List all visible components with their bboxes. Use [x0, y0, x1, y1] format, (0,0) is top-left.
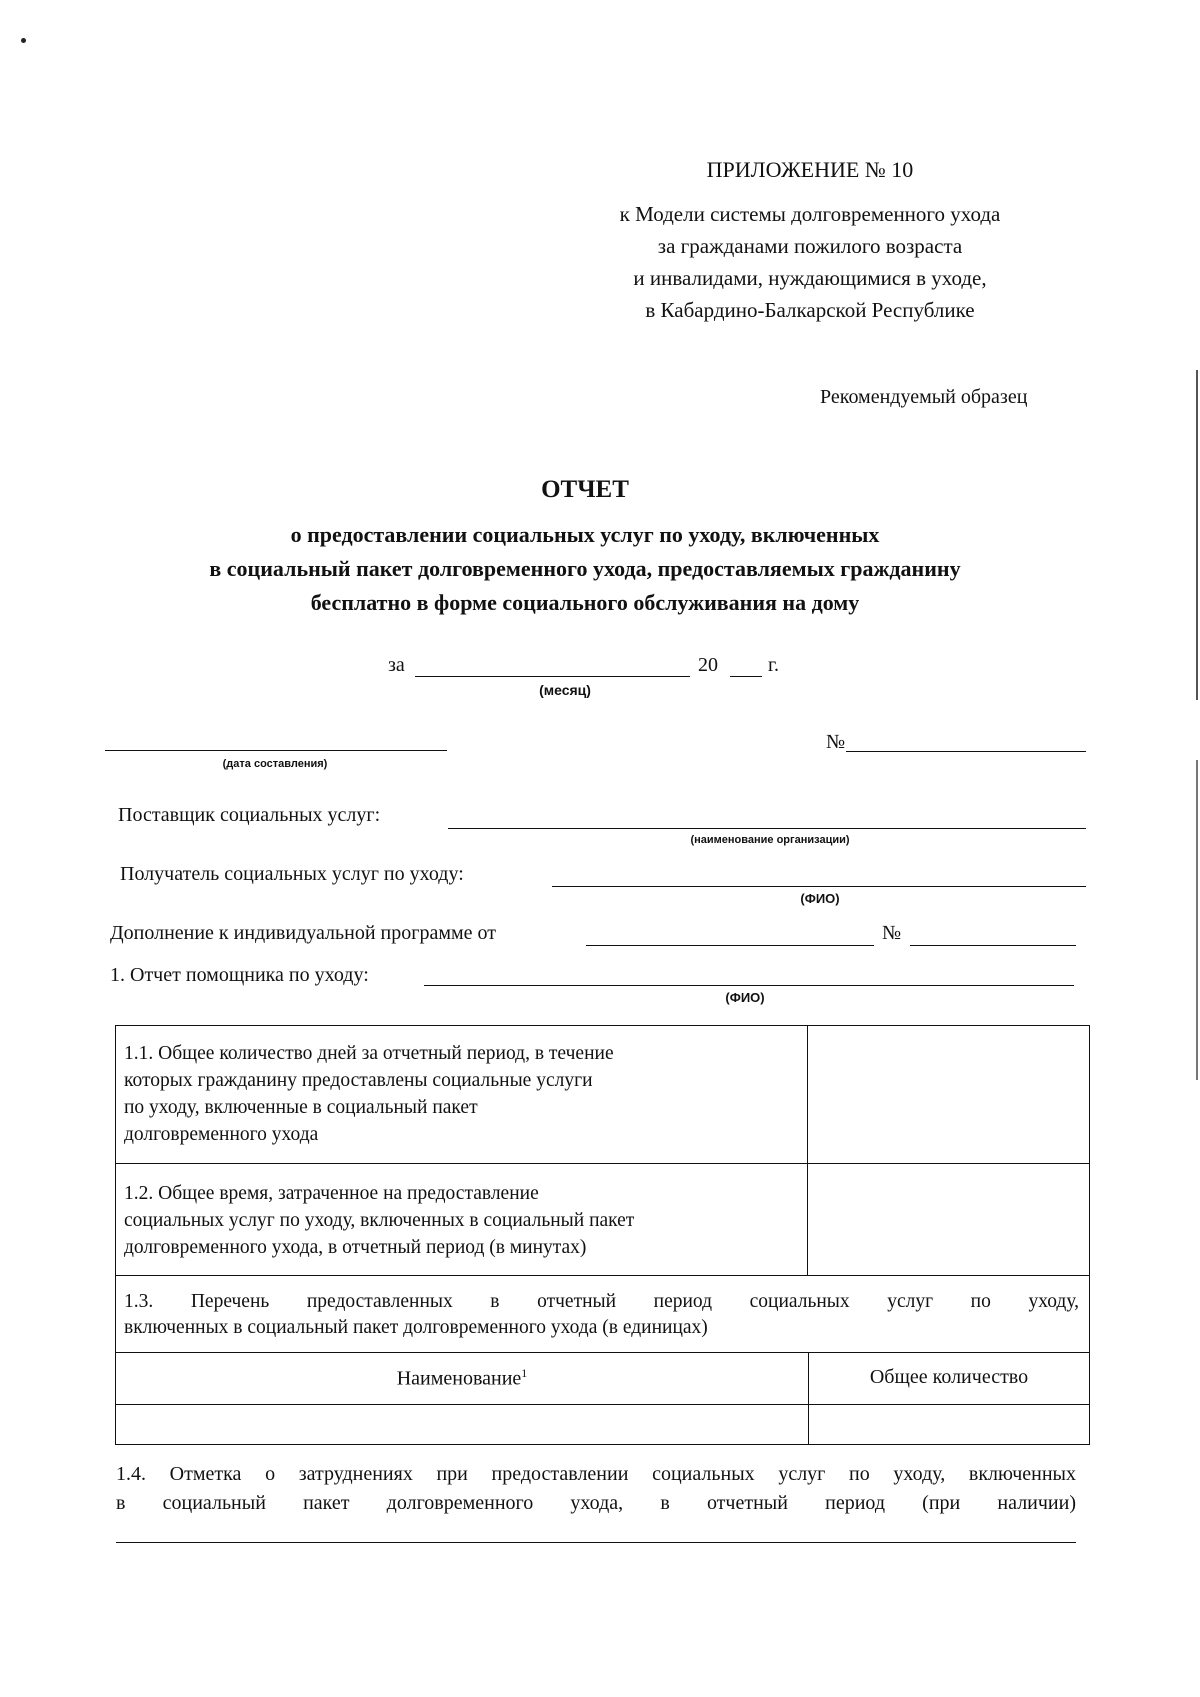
month-input-line[interactable]: [415, 676, 690, 677]
service-total-cell[interactable]: [812, 1408, 1084, 1440]
scan-edge-line: [1196, 370, 1198, 700]
period-prefix: за: [388, 654, 405, 676]
assistant-caption: (ФИО): [725, 990, 765, 1005]
row-1-1-line-4: долговременного ухода: [124, 1124, 319, 1145]
assistant-input-line[interactable]: [424, 985, 1074, 986]
row-1-3-line-1: 1.3. Перечень предоставленных в отчетный период социальных услуг по уходу,: [124, 1291, 1079, 1312]
scan-dot: [21, 38, 26, 43]
appendix-line-1: к Модели системы долговременного ухода: [619, 202, 1001, 226]
row-1-3-line-2: включенных в социальный пакет долговременного ухода (в единицах): [124, 1317, 708, 1338]
year-input-line[interactable]: [730, 676, 762, 677]
row-1-1-line-1: 1.1. Общее количество дней за отчетный период, в течение: [124, 1043, 614, 1064]
number-input-line[interactable]: [846, 751, 1086, 752]
report-title: ОТЧЕТ: [541, 476, 629, 503]
row-1-2-value-cell[interactable]: [812, 1168, 1082, 1270]
table-row-divider: [115, 1352, 1090, 1353]
assistant-label: 1. Отчет помощника по уходу:: [110, 964, 369, 986]
addendum-label: Дополнение к индивидуальной программе от: [110, 922, 496, 944]
report-subtitle-1: о предоставлении социальных услуг по уходу, включенных: [290, 522, 880, 547]
row-1-2-line-3: долговременного ухода, в отчетный период (в минутах): [124, 1237, 587, 1258]
report-subtitle-2: в социальный пакет долговременного ухода, предоставляемых гражданину: [209, 556, 961, 581]
row-1-1-value-cell[interactable]: [812, 1030, 1082, 1158]
appendix-line-4: в Кабардино-Балкарской Республике: [645, 298, 975, 322]
date-input-line[interactable]: [105, 750, 447, 751]
row-1-2-line-1: 1.2. Общее время, затраченное на предоставление: [124, 1183, 539, 1204]
table-row-divider: [115, 1404, 1090, 1405]
row-1-1-line-2: которых гражданину предоставлены социальные услуги: [124, 1070, 593, 1091]
addendum-number-label: №: [882, 922, 902, 944]
difficulties-line-1: 1.4. Отметка о затруднениях при предоставлении социальных услуг по уходу, включенных: [116, 1463, 1076, 1485]
table-row-divider: [115, 1163, 1090, 1164]
table-col-divider: [807, 1025, 808, 1275]
provider-input-line[interactable]: [448, 828, 1086, 829]
row-1-1-line-3: по уходу, включенные в социальный пакет: [124, 1097, 478, 1118]
service-name-cell[interactable]: [120, 1408, 804, 1440]
provider-caption: (наименование организации): [690, 834, 850, 846]
number-label: №: [826, 731, 846, 753]
row-1-2-line-2: социальных услуг по уходу, включенных в социальный пакет: [124, 1210, 635, 1231]
period-year-prefix: 20: [698, 654, 718, 676]
addendum-date-line[interactable]: [586, 945, 874, 946]
footnote-marker: 1: [521, 1366, 528, 1380]
difficulties-input-line[interactable]: [116, 1542, 1076, 1543]
addendum-number-line[interactable]: [910, 945, 1076, 946]
month-caption: (месяц): [539, 682, 591, 698]
appendix-title: ПРИЛОЖЕНИЕ № 10: [706, 157, 914, 182]
provider-label: Поставщик социальных услуг:: [118, 804, 381, 826]
report-subtitle-3: бесплатно в форме социального обслуживания на дому: [310, 590, 860, 615]
difficulties-line-2: в социальный пакет долговременного ухода, в отчетный период (при наличии): [116, 1492, 1076, 1514]
date-caption: (дата составления): [222, 758, 328, 770]
col-total-header: Общее количество: [869, 1366, 1029, 1388]
scan-edge-line: [1196, 760, 1198, 1080]
appendix-line-2: за гражданами пожилого возраста: [657, 234, 963, 258]
col-name-header: [117, 1366, 807, 1391]
col-name-label: Наименование: [396, 1367, 522, 1390]
recipient-label: Получатель социальных услуг по уходу:: [120, 863, 464, 885]
sample-label: Рекомендуемый образец: [820, 386, 1028, 408]
recipient-input-line[interactable]: [552, 886, 1086, 887]
table-row-divider: [115, 1275, 1090, 1276]
recipient-caption: (ФИО): [800, 891, 840, 906]
period-year-suffix: г.: [768, 654, 779, 676]
appendix-line-3: и инвалидами, нуждающимися в уходе,: [633, 266, 987, 290]
table-col-divider: [808, 1352, 809, 1444]
